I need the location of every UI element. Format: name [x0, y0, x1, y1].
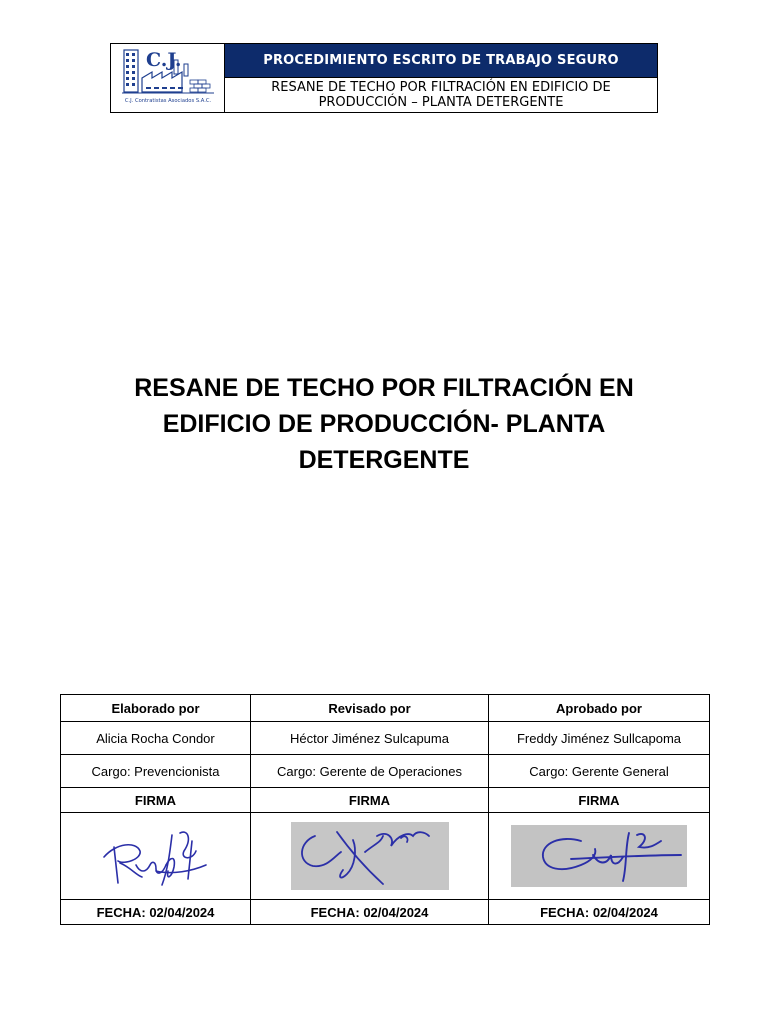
- fecha-elaborado: FECHA: 02/04/2024: [61, 900, 251, 925]
- role-elaborado: Elaborado por: [61, 695, 251, 722]
- signature-image-elaborado: [96, 821, 216, 891]
- document-header: [110, 43, 658, 113]
- fecha-aprobado: FECHA: 02/04/2024: [489, 900, 710, 925]
- table-row: [61, 813, 710, 900]
- document-title-line-2: EDIFICIO DE PRODUCCIÓN- PLANTA: [162, 410, 606, 438]
- table-row: [61, 722, 710, 755]
- firma-label-aprobado: FIRMA: [489, 788, 710, 813]
- document-title: [100, 370, 668, 478]
- table-row: [61, 755, 710, 788]
- signature-image-revisado: [291, 822, 449, 890]
- table-row: [61, 788, 710, 813]
- header-subtitle-line-2: PRODUCCIÓN – PLANTA DETERGENTE: [318, 95, 564, 110]
- header-title: PROCEDIMIENTO ESCRITO DE TRABAJO SEGURO: [225, 44, 658, 78]
- signature-cell-aprobado: [489, 813, 710, 900]
- header-subtitle-line-1: RESANE DE TECHO POR FILTRACIÓN EN EDIFICIO DE: [271, 80, 611, 95]
- name-revisado: Héctor Jiménez Sulcapuma: [251, 722, 489, 755]
- signature-cell-revisado: [251, 813, 489, 900]
- name-elaborado: Alicia Rocha Condor: [61, 722, 251, 755]
- cargo-elaborado: Cargo: Prevencionista: [61, 755, 251, 788]
- approval-table: [60, 694, 710, 925]
- role-revisado: Revisado por: [251, 695, 489, 722]
- table-row: [61, 695, 710, 722]
- company-logo: [111, 44, 225, 113]
- cargo-aprobado: Cargo: Gerente General: [489, 755, 710, 788]
- logo-text: C.J.: [145, 49, 182, 71]
- name-aprobado: Freddy Jiménez Sullcapoma: [489, 722, 710, 755]
- fecha-revisado: FECHA: 02/04/2024: [251, 900, 489, 925]
- document-title-line-3: DETERGENTE: [298, 446, 470, 474]
- logo-caption: C.J. Contratistas Asociados S.A.C.: [124, 98, 211, 104]
- firma-label-revisado: FIRMA: [251, 788, 489, 813]
- signature-image-aprobado: [511, 825, 687, 887]
- firma-label-elaborado: FIRMA: [61, 788, 251, 813]
- signature-cell-elaborado: [61, 813, 251, 900]
- document-title-line-1: RESANE DE TECHO POR FILTRACIÓN EN: [134, 374, 634, 402]
- cargo-revisado: Cargo: Gerente de Operaciones: [251, 755, 489, 788]
- table-row: [61, 900, 710, 925]
- company-logo-graphic: [118, 44, 218, 108]
- header-subtitle: [225, 78, 658, 113]
- role-aprobado: Aprobado por: [489, 695, 710, 722]
